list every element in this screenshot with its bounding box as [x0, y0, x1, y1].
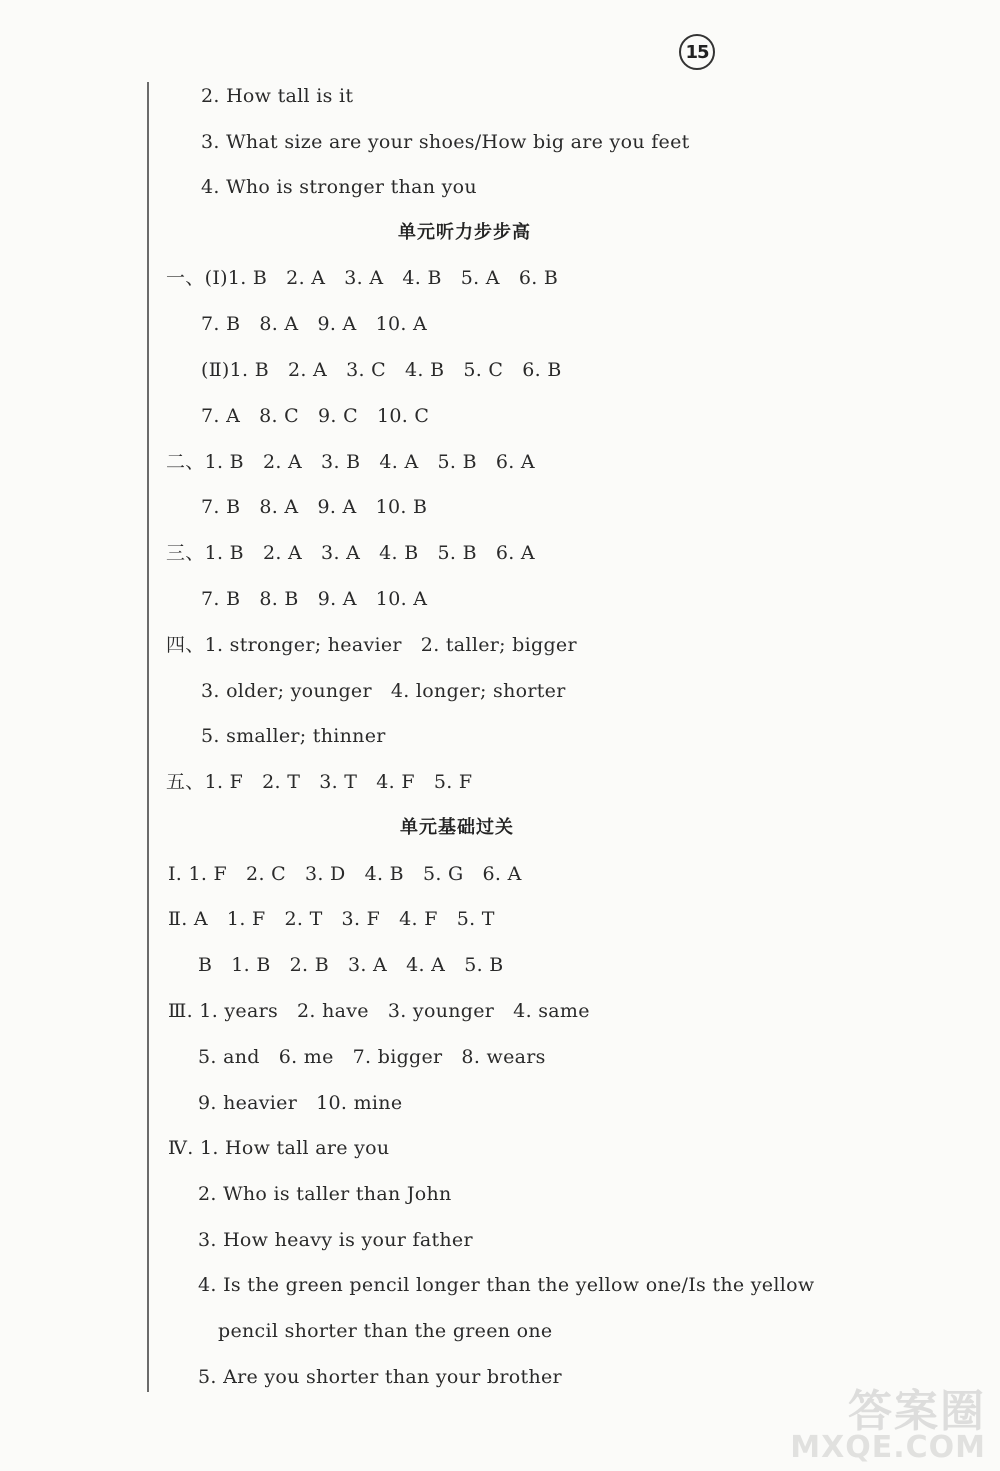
- answer-line: (Ⅱ)1. B 2. A 3. C 4. B 5. C 6. B: [201, 359, 562, 381]
- answer-line: 4. Who is stronger than you: [201, 176, 477, 198]
- answer-line: 五、1. F 2. T 3. T 4. F 5. F: [166, 771, 473, 793]
- page-number-badge: 15: [679, 34, 715, 70]
- answer-line: 7. B 8. A 9. A 10. A: [201, 313, 428, 335]
- answer-line: pencil shorter than the green one: [218, 1320, 553, 1342]
- answer-line: 一、(Ⅰ)1. B 2. A 3. A 4. B 5. A 6. B: [166, 267, 559, 289]
- answer-line: 3. What size are your shoes/How big are you feet: [201, 131, 690, 153]
- watermark-domain: MXQE.COM: [790, 1430, 986, 1465]
- answer-line: 3. older; younger 4. longer; shorter: [201, 680, 566, 702]
- answer-line: Ⅲ. 1. years 2. have 3. younger 4. same: [168, 1000, 590, 1022]
- answer-line: 7. B 8. A 9. A 10. B: [201, 496, 428, 518]
- answer-line: 2. How tall is it: [201, 85, 354, 107]
- answer-line: 5. and 6. me 7. bigger 8. wears: [198, 1046, 546, 1068]
- answer-line: 9. heavier 10. mine: [198, 1092, 403, 1114]
- margin-rule: [147, 82, 149, 1392]
- answer-line: 3. How heavy is your father: [198, 1229, 473, 1251]
- answer-line: 7. B 8. B 9. A 10. A: [201, 588, 428, 610]
- answer-line: 四、1. stronger; heavier 2. taller; bigger: [166, 634, 577, 656]
- answer-line: 三、1. B 2. A 3. A 4. B 5. B 6. A: [166, 542, 535, 564]
- answer-line: B 1. B 2. B 3. A 4. A 5. B: [198, 954, 504, 976]
- section-heading-basics: 单元基础过关: [400, 817, 514, 838]
- site-watermark: [746, 1375, 986, 1465]
- answer-line: Ⅳ. 1. How tall are you: [168, 1137, 390, 1159]
- answer-line: Ⅱ. A 1. F 2. T 3. F 4. F 5. T: [168, 908, 495, 930]
- answer-line: Ⅰ. 1. F 2. C 3. D 4. B 5. G 6. A: [168, 863, 522, 885]
- section-heading-listening: 单元听力步步高: [398, 222, 531, 243]
- answer-line: 二、1. B 2. A 3. B 4. A 5. B 6. A: [166, 451, 535, 473]
- answer-line: 5. smaller; thinner: [201, 725, 386, 747]
- answer-line: 2. Who is taller than John: [198, 1183, 452, 1205]
- answer-line: 5. Are you shorter than your brother: [198, 1366, 562, 1388]
- watermark-logo: 答案圈: [848, 1386, 986, 1437]
- answer-line: 7. A 8. C 9. C 10. C: [201, 405, 430, 427]
- answer-line: 4. Is the green pencil longer than the yellow one/Is the yellow: [198, 1274, 815, 1296]
